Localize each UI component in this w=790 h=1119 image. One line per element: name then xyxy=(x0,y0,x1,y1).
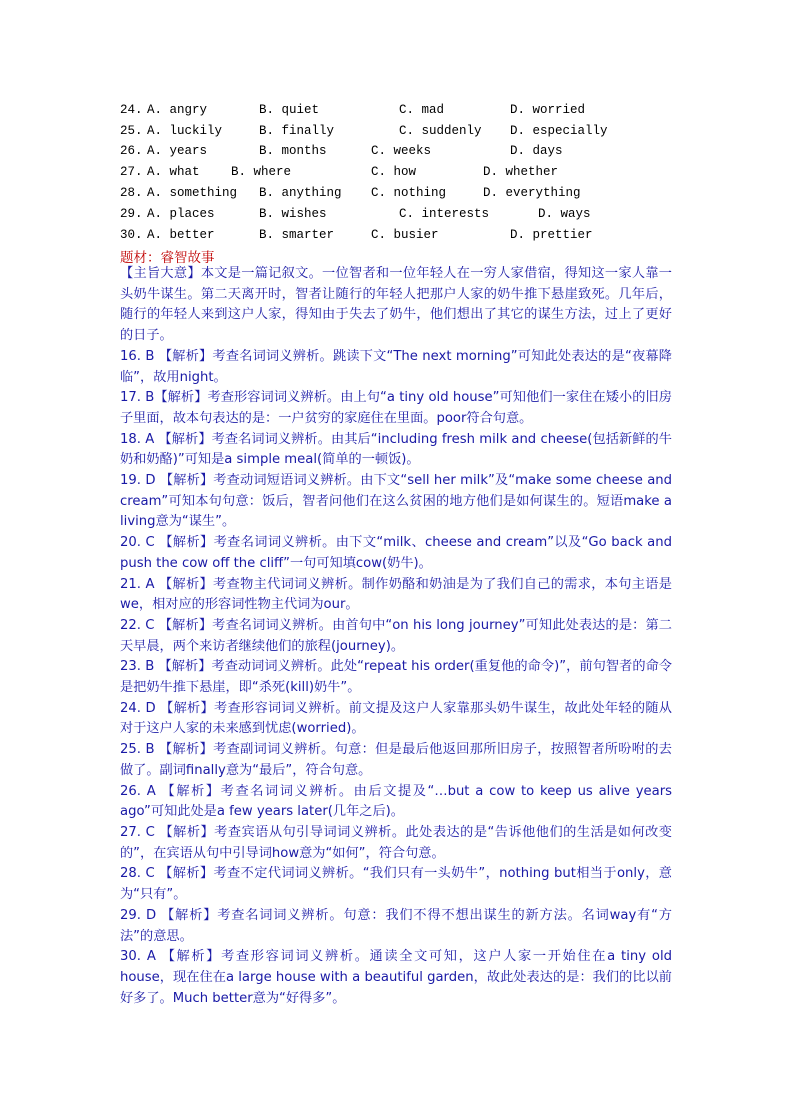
question-number: 28. xyxy=(120,186,143,200)
option-row-25 xyxy=(120,122,720,142)
question-number: 30. xyxy=(120,228,143,242)
option-row-24 xyxy=(120,101,720,121)
topic-heading: 题材：睿智故事 xyxy=(120,250,215,266)
option-d: D. ways xyxy=(538,207,591,221)
question-number: 29. xyxy=(120,207,143,221)
question-number: 26. xyxy=(120,144,143,158)
option-a: A. years xyxy=(147,144,208,158)
explanation-23: 23. B 【解析】考查动词词义辨析。此处“repeat his order(重复他的命令)”，前句智者的命令是把奶牛推下悬崖，即“杀死(kill)奶牛”。 xyxy=(120,659,672,696)
question-number: 24. xyxy=(120,103,143,117)
option-d: D. whether xyxy=(483,165,559,179)
option-a: A. angry xyxy=(147,103,208,117)
explanation-16: 16. B 【解析】考查名词词义辨析。跳读下文“The next morning”可知此处表达的是“夜幕降临”，故用night。 xyxy=(120,348,672,385)
explanation-20: 20. C 【解析】考查名词词义辨析。由下文“milk、cheese and cream”以及“Go back and push the cow off the cliff”一句可知填cow(奶牛)。 xyxy=(120,535,672,571)
explanation-25: 25. B 【解析】考查副词词义辨析。句意：但是最后他返回那所旧房子，按照智者所吩咐的去做了。副词finally意为“最后”，符合句意。 xyxy=(120,742,672,778)
option-b: B. finally xyxy=(259,124,335,138)
option-c: C. interests xyxy=(399,207,490,221)
option-row-28 xyxy=(120,184,720,204)
option-b: B. smarter xyxy=(259,228,335,242)
option-a: A. better xyxy=(147,228,215,242)
option-c: C. suddenly xyxy=(399,124,482,138)
explanation-24: 24. D 【解析】考查形容词词义辨析。前文提及这户人家靠那头奶牛谋生，故此处年轻的随从对于这户人家的未来感到忧虑(worried)。 xyxy=(120,700,672,737)
option-a: A. luckily xyxy=(147,124,223,138)
explanation-26: 26. A 【解析】考查名词词义辨析。由后文提及“…but a cow to keep us alive years ago”可知此处是a few years later(几年之后)。 xyxy=(120,783,672,820)
option-row-30 xyxy=(120,226,720,246)
explanation-30: 30. A 【解析】考查形容词词义辨析。通读全文可知，这户人家一开始住在a tiny old house，现在住在a large house with a beautiful garden，故此处表达的是：我们的比以前好多了。Much better意为“好得多”。 xyxy=(120,949,672,1006)
explanation-17: 17. B【解析】考查形容词词义辨析。由上句“a tiny old house”可知他们一家住在矮小的旧房子里面，故本句表达的是：一户贫穷的家庭住在里面。poor符合句意。 xyxy=(120,390,672,426)
option-row-26 xyxy=(120,142,720,162)
main-idea-paragraph: 【主旨大意】本文是一篇记叙文。一位智者和一位年轻人在一穷人家借宿，得知这一家人靠一头奶牛谋生。第二天离开时，智者让随行的年轻人把那户人家的奶牛推下悬崖致死。几年后，随行的年轻人来到这户人家，得知由于失去了奶牛，他们想出了其它的谋生方法，过上了更好的日子。 xyxy=(120,266,672,344)
option-row-29 xyxy=(120,205,720,225)
explanation-29: 29. D 【解析】考查名词词义辨析。句意：我们不得不想出谋生的新方法。名词way有“方法”的意思。 xyxy=(120,907,672,944)
option-d: D. days xyxy=(510,144,563,158)
explanation-21: 21. A 【解析】考查物主代词词义辨析。制作奶酪和奶油是为了我们自己的需求，本句主语是we，相对应的形容词性物主代词为our。 xyxy=(120,576,672,613)
explanation-19: 19. D 【解析】考查动词短语词义辨析。由下文“sell her milk”及“make some cheese and cream”可知本句句意：饭后，智者问他们在这么贫困的地方他们是如何谋生的。短语make a living意为“谋生”。 xyxy=(120,473,672,530)
option-b: B. months xyxy=(259,144,327,158)
option-b: B. anything xyxy=(259,186,342,200)
explanation-18: 18. A 【解析】考查名词词义辨析。由其后“including fresh milk and cheese(包括新鲜的牛奶和奶酪)”可知是a simple meal(简单的一顿饭)。 xyxy=(120,431,672,468)
option-c: C. nothing xyxy=(371,186,447,200)
option-c: C. mad xyxy=(399,103,445,117)
explanation-28: 28. C 【解析】考查不定代词词义辨析。“我们只有一头奶牛”，nothing but相当于only，意为“只有”。 xyxy=(120,866,672,903)
option-c: C. busier xyxy=(371,228,439,242)
explanation-22: 22. C 【解析】考查名词词义辨析。由首句中“on his long journey”可知此处表达的是：第二天早晨，两个来访者继续他们的旅程(journey)。 xyxy=(120,617,672,654)
answer-explanations xyxy=(120,264,672,1009)
option-d: D. everything xyxy=(483,186,581,200)
option-a: A. something xyxy=(147,186,238,200)
option-d: D. prettier xyxy=(510,228,593,242)
question-number: 25. xyxy=(120,124,143,138)
option-b: B. wishes xyxy=(259,207,327,221)
option-row-27 xyxy=(120,163,720,183)
option-d: D. worried xyxy=(510,103,586,117)
option-b: B. where xyxy=(231,165,292,179)
option-c: C. weeks xyxy=(371,144,432,158)
explanation-27: 27. C 【解析】考查宾语从句引导词词义辨析。此处表达的是“告诉他他们的生活是如何改变的”，在宾语从句中引导词how意为“如何”，符合句意。 xyxy=(120,824,672,861)
option-a: A. what xyxy=(147,165,200,179)
option-c: C. how xyxy=(371,165,417,179)
option-d: D. especially xyxy=(510,124,608,138)
option-a: A. places xyxy=(147,207,215,221)
option-b: B. quiet xyxy=(259,103,320,117)
question-number: 27. xyxy=(120,165,143,179)
